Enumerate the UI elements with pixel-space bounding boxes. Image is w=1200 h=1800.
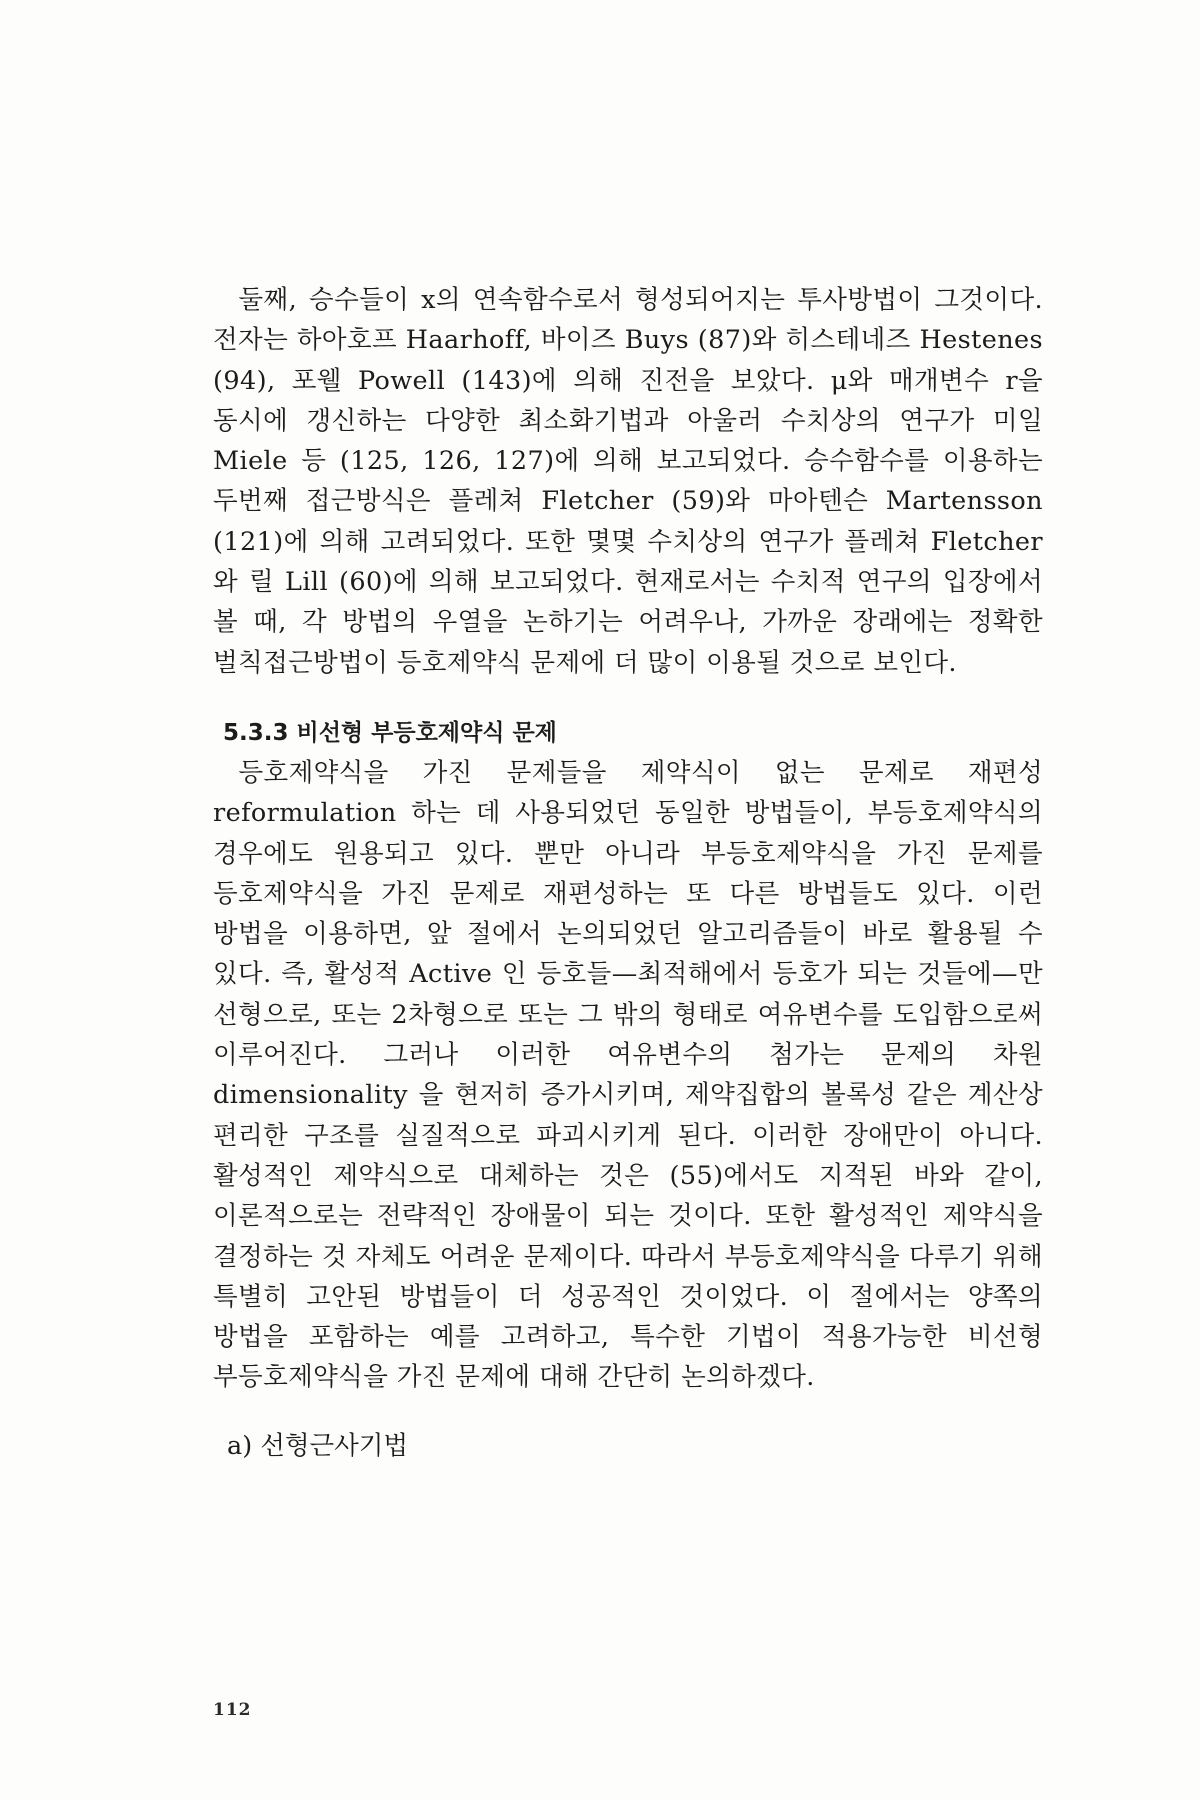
- subsection-heading: a) 선형근사기법: [227, 1430, 409, 1461]
- section-heading: 5.3.3 비선형 부등호제약식 문제: [223, 719, 557, 746]
- page-number: 112: [213, 1700, 252, 1720]
- paragraph-continuation: 둘째, 승수들이 x의 연속함수로서 형성되어지는 투사방법이 그것이다. 전자는 하아호프 Haarhoff, 바이즈 Buys (87)와 히스테네즈 Hestenes (94), 포웰 Powell (143)에 의해 진전을 보았다. μ와 매개변수 r을 동시에 갱신하는 다양한 최소화기법과 아울러 수치상의 연구가 미일 Miele 등 (125, 126, 127)에 의해 보고되었다. 승수함수를 이용하는 두번째 접근방식은 플레쳐 Fletcher (59)와 마아텐슨 Martensson (121)에 의해 고려되었다. 또한 몇몇 수치상의 연구가 플레쳐 Fletcher 와 릴 Lill (60)에 의해 보고되었다. 현재로서는 수치적 연구의 입장에서 볼 때, 각 방법의 우열을 논하기는 어려우나, 가까운 장래에는 정확한 벌칙접근방법이 등호제약식 문제에 더 많이 이용될 것으로 보인다.: [213, 285, 1043, 678]
- paragraph-body: 등호제약식을 가진 문제들을 제약식이 없는 문제로 재편성 reformulation 하는 데 사용되었던 동일한 방법들이, 부등호제약식의 경우에도 원용되고 있다. 뿐만 아니라 부등호제약식을 가진 문제를 등호제약식을 가진 문제로 재편성하는 또 다른 방법들도 있다. 이런 방법을 이용하면, 앞 절에서 논의되었던 알고리즘들이 바로 활용될 수 있다. 즉, 활성적 Active 인 등호들—최적해에서 등호가 되는 것들에—만 선형으로, 또는 2차형으로 또는 그 밖의 형태로 여유변수를 도입함으로써 이루어진다. 그러나 이러한 여유변수의 첨가는 문제의 차원 dimensionality 을 현저히 증가시키며, 제약집합의 볼록성 같은 계산상 편리한 구조를 실질적으로 파괴시키게 된다. 이러한 장애만이 아니다. 활성적인 제약식으로 대체하는 것은 (55)에서도 지적된 바와 같이, 이론적으로는 전략적인 장애물이 되는 것이다. 또한 활성적인 제약식을 결정하는 것 자체도 어려운 문제이다. 따라서 부등호제약식을 다루기 위해 특별히 고안된 방법들이 더 성공적인 것이었다. 이 절에서는 양쪽의 방법을 포함하는 예를 고려하고, 특수한 기법이 적용가능한 비선형 부등호제약식을 가진 문제에 대해 간단히 논의하겠다.: [213, 757, 1043, 1393]
- page-content: [213, 280, 1043, 1466]
